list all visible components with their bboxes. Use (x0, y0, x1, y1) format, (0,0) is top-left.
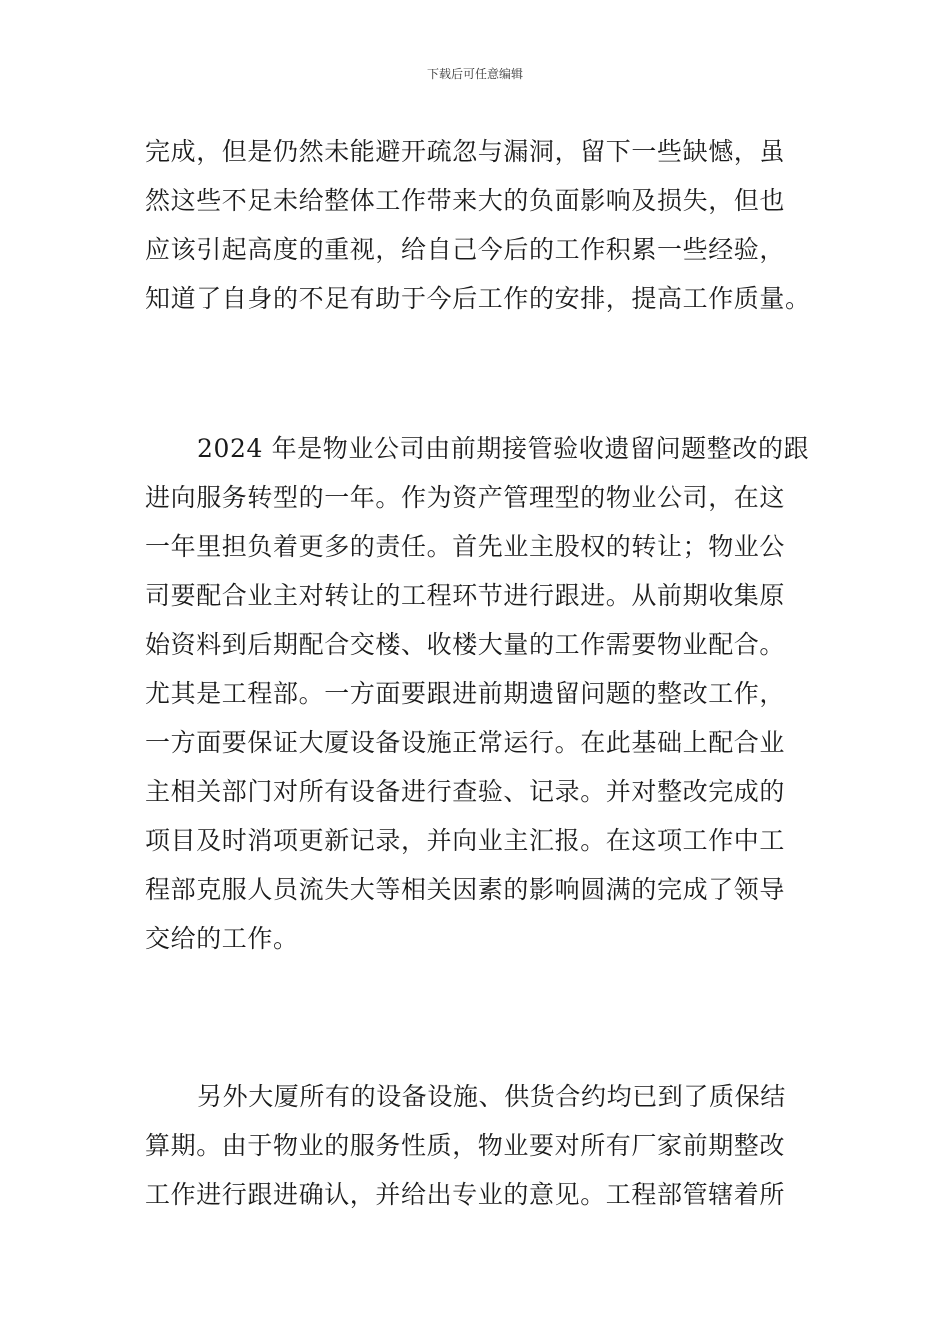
paragraph-line: 项目及时消项更新记录，并向业主汇报。在这项工作中工 (145, 826, 786, 855)
paragraph-line: 一方面要保证大厦设备设施正常运行。在此基础上配合业 (145, 728, 786, 757)
paragraph-line: 始资料到后期配合交楼、收楼大量的工作需要物业配合。 (145, 630, 786, 659)
paragraph-line: 司要配合业主对转让的工程环节进行跟进。从前期收集原 (145, 581, 786, 610)
paragraph-line: 主相关部门对所有设备进行查验、记录。并对整改完成的 (145, 777, 786, 806)
paragraph-line: 工作进行跟进确认，并给出专业的意见。工程部管辖着所 (145, 1180, 786, 1209)
paragraph-line: 算期。由于物业的服务性质，物业要对所有厂家前期整改 (145, 1131, 786, 1160)
paragraph-line: 另外大厦所有的设备设施、供货合约均已到了质保结 (197, 1082, 786, 1111)
paragraph-line: 交给的工作。 (145, 924, 299, 953)
paragraph-line: 然这些不足未给整体工作带来大的负面影响及损失，但也 (145, 186, 786, 215)
paragraph-line: 进向服务转型的一年。作为资产管理型的物业公司，在这 (145, 483, 786, 512)
paragraph-3 (145, 1072, 810, 1219)
paragraph-line: 应该引起高度的重视，给自己今后的工作积累一些经验， (145, 235, 786, 264)
paragraph-line: 2024 年是物业公司由前期接管验收遗留问题整改的跟 (197, 434, 810, 463)
paragraph-line: 程部克服人员流失大等相关因素的影响圆满的完成了领导 (145, 875, 786, 904)
paragraph-1 (145, 127, 810, 323)
paragraph-2 (145, 424, 810, 963)
paragraph-line: 完成，但是仍然未能避开疏忽与漏洞，留下一些缺憾，虽 (145, 137, 786, 166)
page-header: 下载后可任意编辑 (426, 67, 523, 81)
paragraph-line: 知道了自身的不足有助于今后工作的安排，提高工作质量。 (145, 284, 811, 313)
paragraph-line: 尤其是工程部。一方面要跟进前期遗留问题的整改工作， (145, 679, 786, 708)
paragraph-line: 一年里担负着更多的责任。首先业主股权的转让；物业公 (145, 532, 786, 561)
